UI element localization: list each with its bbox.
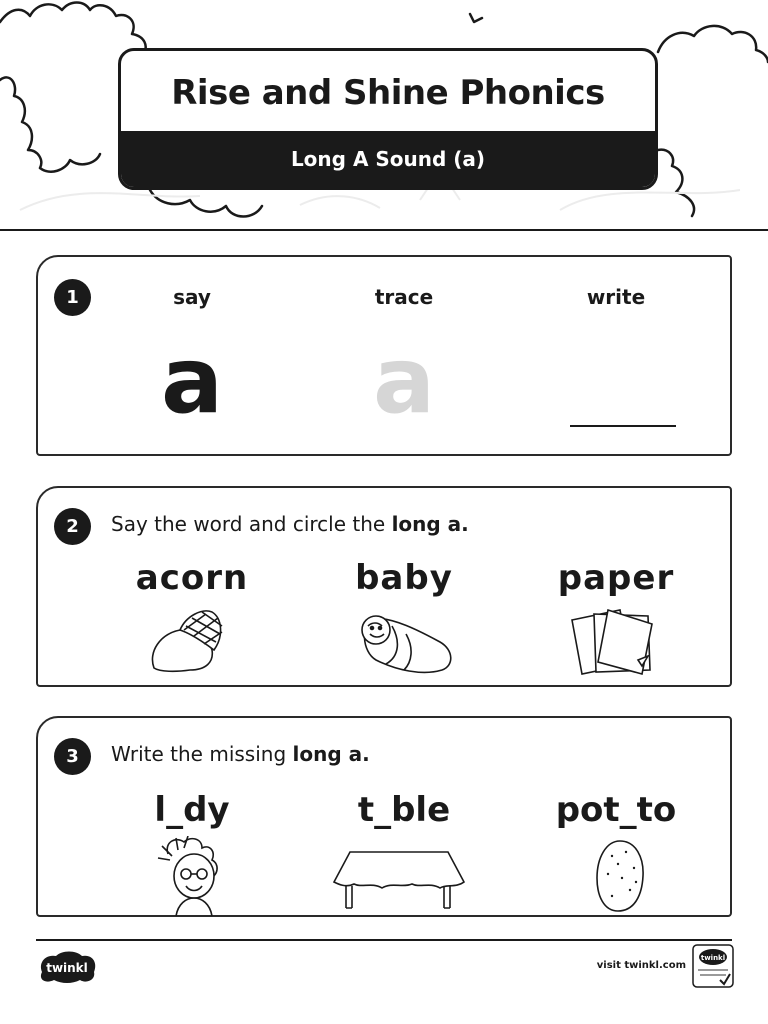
word-lady-blank[interactable]: l_dy	[154, 790, 230, 830]
word-baby[interactable]: baby	[355, 558, 453, 598]
svg-text:twinkl: twinkl	[46, 961, 88, 975]
header-divider	[0, 229, 768, 231]
acorn-icon	[146, 606, 226, 674]
say-label: say	[173, 285, 211, 309]
section-3-instruction: Write the missing long a.	[111, 742, 370, 766]
say-letter: a	[160, 327, 224, 434]
word-potato-blank[interactable]: pot_to	[555, 790, 677, 830]
section-2-instruction: Say the word and circle the long a.	[111, 512, 469, 536]
twinkl-logo[interactable]	[36, 950, 98, 984]
section-number-3: 3	[54, 738, 91, 775]
lady-icon	[154, 836, 230, 918]
visit-website-text[interactable]: visit twinkl.com	[596, 960, 686, 971]
write-line[interactable]	[570, 425, 676, 427]
quality-badge-icon	[692, 944, 734, 988]
potato-icon	[594, 838, 646, 914]
footer-divider	[36, 939, 732, 941]
trace-letter[interactable]: a	[372, 327, 436, 434]
title-card	[118, 48, 658, 190]
table-icon	[332, 848, 466, 912]
word-acorn[interactable]: acorn	[135, 558, 249, 598]
section-number-2: 2	[54, 508, 91, 545]
section-say-trace-write	[36, 255, 732, 456]
svg-text:twinkl: twinkl	[700, 954, 726, 962]
trace-label: trace	[374, 285, 434, 309]
page-title: Rise and Shine Phonics	[171, 73, 605, 113]
write-label: write	[586, 285, 646, 309]
baby-icon	[356, 604, 456, 676]
word-paper[interactable]: paper	[557, 558, 675, 598]
paper-icon	[568, 604, 664, 678]
section-missing-long-a	[36, 716, 732, 917]
word-table-blank[interactable]: t_ble	[357, 790, 451, 830]
subtitle-banner: Long A Sound (a)	[121, 131, 655, 187]
section-circle-long-a	[36, 486, 732, 687]
section-number-1: 1	[54, 279, 91, 316]
